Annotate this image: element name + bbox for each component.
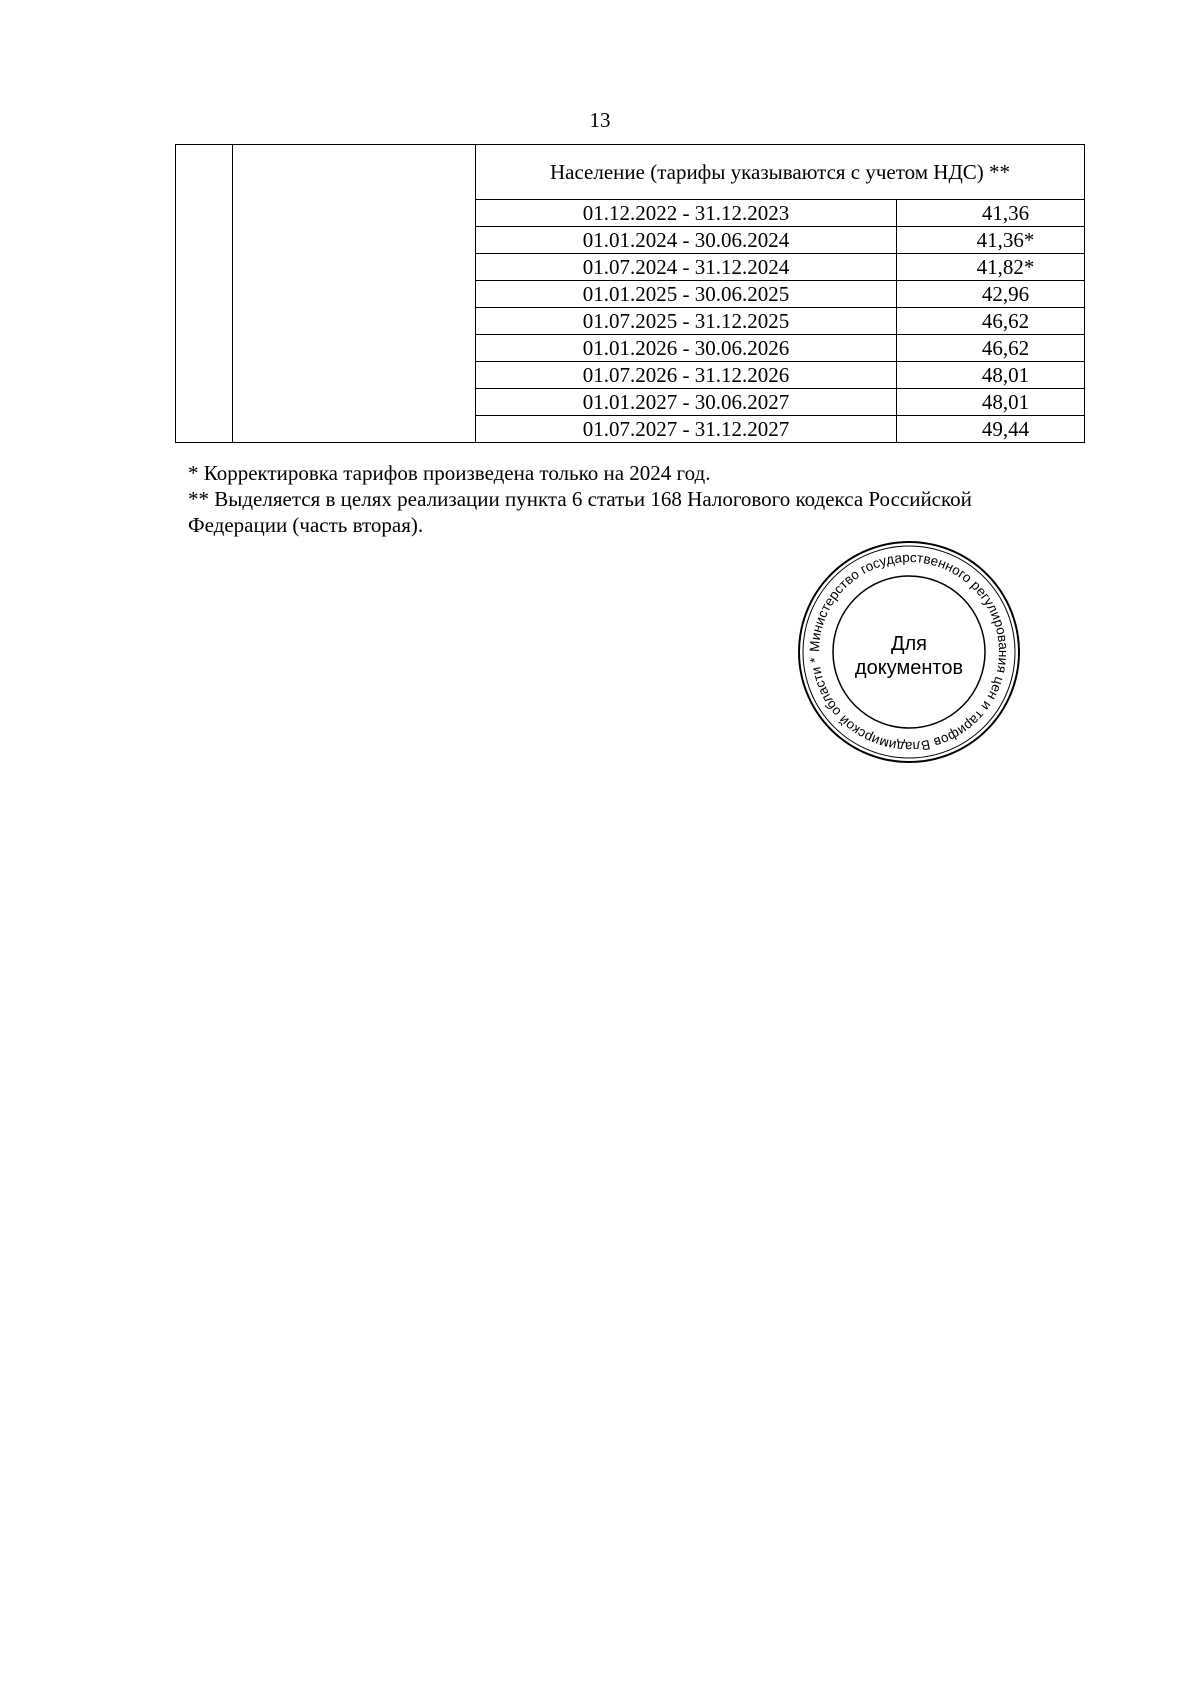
page-number: 13 — [589, 108, 611, 132]
tariff-period: 01.12.2022 - 31.12.2023 — [476, 200, 897, 227]
tariff-value: 46,62 — [897, 308, 1085, 335]
population-header: Население (тарифы указываются с учетом НДС) ** — [476, 145, 1085, 200]
empty-name-cell — [233, 145, 476, 443]
empty-number-cell — [176, 145, 233, 443]
tariff-value: 46,62 — [897, 335, 1085, 362]
tariff-value: 48,01 — [897, 389, 1085, 416]
stamp-ring-text-path: Министерство государственного регулирования цен и тарифов Владимирской области * — [806, 549, 1012, 755]
tariff-period: 01.07.2027 - 31.12.2027 — [476, 416, 897, 443]
tariff-period: 01.01.2026 - 30.06.2026 — [476, 335, 897, 362]
stamp-center-line1: Для — [890, 633, 928, 655]
tariff-period: 01.07.2025 - 31.12.2025 — [476, 308, 897, 335]
footnote-vat: ** Выделяется в целях реализации пункта 6 статьи 168 Налогового кодекса Российской Федерации (часть вторая). — [188, 487, 972, 537]
tariff-header-row — [176, 145, 1085, 200]
tariff-value: 41,36* — [897, 227, 1085, 254]
tariff-value: 42,96 — [897, 281, 1085, 308]
tariff-period: 01.07.2026 - 31.12.2026 — [476, 362, 897, 389]
tariff-period: 01.07.2024 - 31.12.2024 — [476, 254, 897, 281]
tariff-table-body — [176, 145, 1085, 443]
tariff-value: 49,44 — [897, 416, 1085, 443]
tariff-value: 48,01 — [897, 362, 1085, 389]
tariff-value: 41,82* — [897, 254, 1085, 281]
official-stamp — [795, 538, 1023, 766]
footnotes — [188, 460, 1068, 538]
stamp-center-line2: документов — [854, 657, 964, 679]
tariff-period: 01.01.2027 - 30.06.2027 — [476, 389, 897, 416]
tariff-period: 01.01.2025 - 30.06.2025 — [476, 281, 897, 308]
tariff-period: 01.01.2024 - 30.06.2024 — [476, 227, 897, 254]
tariff-value: 41,36 — [897, 200, 1085, 227]
tariff-table — [175, 144, 1085, 443]
footnote-correction: * Корректировка тарифов произведена только на 2024 год. — [188, 461, 711, 485]
